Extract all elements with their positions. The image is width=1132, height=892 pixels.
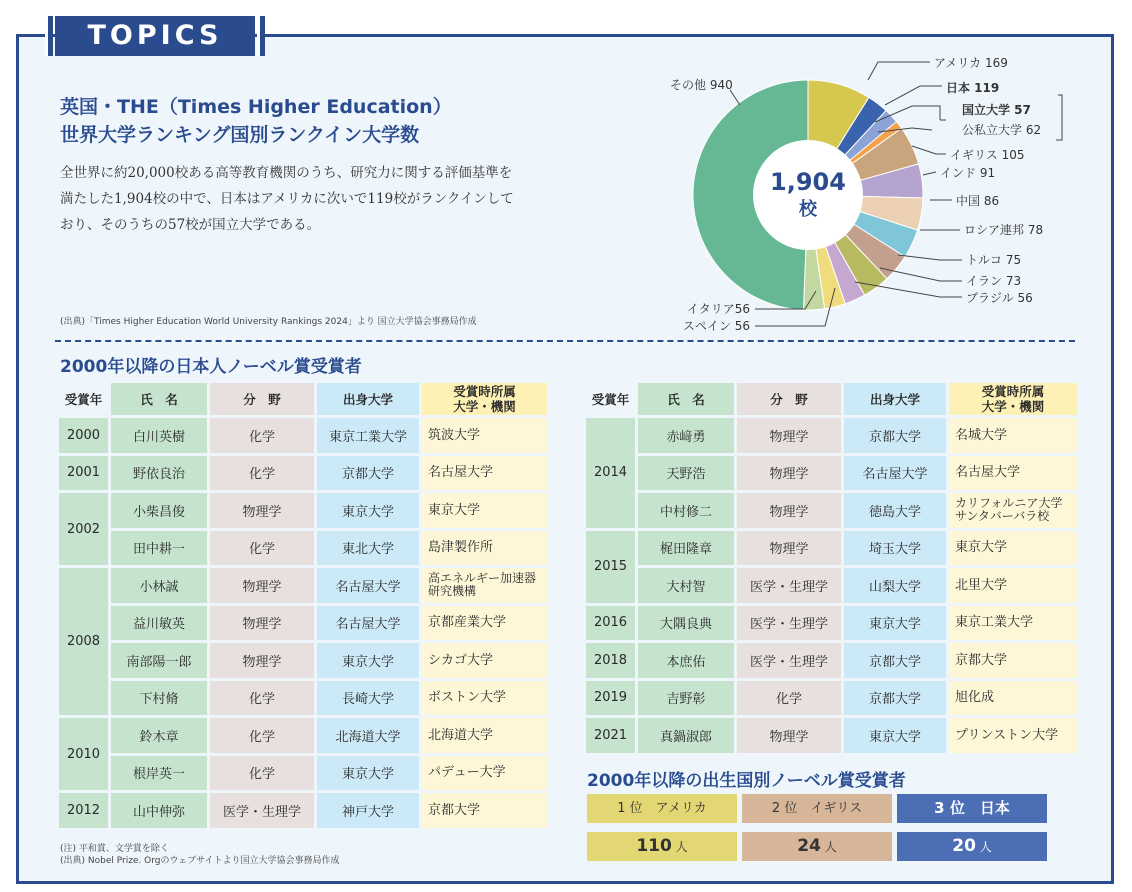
cell-affiliation: 北海道大学 <box>422 718 547 753</box>
cell-field: 物理学 <box>210 493 314 528</box>
label-uk: イギリス 105 <box>950 148 1025 162</box>
section-divider <box>55 340 1075 342</box>
cell-field: 物理学 <box>737 493 841 528</box>
label-spain: スペイン 56 <box>682 319 750 333</box>
ranking-title-line2: 世界大学ランキング国別ランクイン大学数 <box>60 124 420 146</box>
count-value: 20 <box>952 836 976 856</box>
note-exclusion: (注) 平和賞、文学賞を除く <box>60 844 169 854</box>
table-row <box>59 718 547 753</box>
cell-name: 益川敏英 <box>111 606 207 641</box>
label-national: 国立大学 57 <box>962 103 1031 117</box>
cell-name: 赤﨑勇 <box>638 418 734 453</box>
label-turkey: トルコ 75 <box>966 253 1022 267</box>
cell-field: 物理学 <box>210 568 314 603</box>
table-row <box>59 418 547 453</box>
cell-year: 2015 <box>586 531 635 603</box>
cell-university: 埼玉大学 <box>844 531 946 566</box>
label-public-private: 公私立大学 62 <box>962 123 1042 137</box>
label-other: その他 940 <box>670 78 733 92</box>
table-row <box>586 681 1077 716</box>
count-unit: 人 <box>975 840 992 854</box>
ranking-source: (出典)「Times Higher Education World University Rankings 2024」より 国立大学協会事務局作成 <box>60 317 477 327</box>
cell-field: 物理学 <box>737 718 841 753</box>
cell-university: 山梨大学 <box>844 568 946 603</box>
cell-year: 2016 <box>586 606 635 641</box>
label-japan: 日本 119 <box>946 81 1000 95</box>
header-affiliation: 受賞時所属 大学・機関 <box>422 383 547 415</box>
cell-name: 田中耕一 <box>111 531 207 566</box>
cell-year: 2014 <box>586 418 635 528</box>
cell-name: 吉野彰 <box>638 681 734 716</box>
cell-affiliation: 東京大学 <box>949 531 1077 566</box>
count-value: 110 <box>636 836 672 856</box>
cell-name: 白川英樹 <box>111 418 207 453</box>
cell-year: 2008 <box>59 568 108 715</box>
cell-field: 物理学 <box>737 418 841 453</box>
header-year: 受賞年 <box>586 383 635 415</box>
label-india: インド 91 <box>940 166 996 180</box>
cell-affiliation: プリンストン大学 <box>949 718 1077 753</box>
ranking-description: 全世界に約20,000校ある高等教育機関のうち、研究力に関する評価基準を満たした1,904校の中で、日本はアメリカに次いで119校がランクインしており、そのうちの57校が国立大学である。 <box>60 165 514 233</box>
cell-name: 真鍋淑郎 <box>638 718 734 753</box>
cell-year: 2019 <box>586 681 635 716</box>
country-rank-1: 1 位 アメリカ <box>587 794 737 823</box>
cell-affiliation: 北里大学 <box>949 568 1077 603</box>
nobel-table-right <box>583 380 1080 756</box>
table-row <box>586 568 1077 603</box>
label-china: 中国 86 <box>956 194 1000 208</box>
cell-field: 化学 <box>210 531 314 566</box>
cell-field: 物理学 <box>737 456 841 491</box>
country-rank-3: 3 位 日本 <box>897 794 1047 823</box>
cell-name: 野依良治 <box>111 456 207 491</box>
cell-affiliation: 東京大学 <box>422 493 547 528</box>
country-pie-chart <box>640 50 1090 340</box>
cell-field: 物理学 <box>210 643 314 678</box>
cell-university: 東京大学 <box>317 643 419 678</box>
cell-affiliation: 筑波大学 <box>422 418 547 453</box>
cell-field: 物理学 <box>210 606 314 641</box>
label-brazil: ブラジル 56 <box>966 291 1033 305</box>
cell-field: 化学 <box>210 681 314 716</box>
cell-affiliation: カリフォルニア大学サンタバーバラ校 <box>949 493 1077 528</box>
table-row <box>586 493 1077 528</box>
cell-field: 医学・生理学 <box>210 793 314 828</box>
cell-university: 北海道大学 <box>317 718 419 753</box>
header-name: 氏 名 <box>638 383 734 415</box>
cell-affiliation: 旭化成 <box>949 681 1077 716</box>
table-row <box>59 606 547 641</box>
table-row <box>586 643 1077 678</box>
cell-field: 医学・生理学 <box>737 568 841 603</box>
cell-name: 小林誠 <box>111 568 207 603</box>
cell-year: 2012 <box>59 793 108 828</box>
cell-university: 名古屋大学 <box>317 568 419 603</box>
cell-year: 2002 <box>59 493 108 565</box>
note-source: (出典) Nobel Prize. Orgのウェブサイトより国立大学協会事務局作成 <box>60 856 340 866</box>
cell-university: 京都大学 <box>844 643 946 678</box>
country-section-title: 2000年以降の出生国別ノーベル賞受賞者 <box>587 771 906 791</box>
cell-name: 天野浩 <box>638 456 734 491</box>
country-count-3 <box>897 832 1047 861</box>
header-year: 受賞年 <box>59 383 108 415</box>
cell-affiliation: 名古屋大学 <box>422 456 547 491</box>
country-rank-2: 2 位 イギリス <box>742 794 892 823</box>
header-name: 氏 名 <box>111 383 207 415</box>
cell-university: 東京工業大学 <box>317 418 419 453</box>
cell-year: 2021 <box>586 718 635 753</box>
label-america: アメリカ 169 <box>934 56 1008 70</box>
cell-field: 医学・生理学 <box>737 606 841 641</box>
cell-university: 東北大学 <box>317 531 419 566</box>
cell-name: 大村智 <box>638 568 734 603</box>
pie-center-value: 1,904 <box>770 168 846 196</box>
cell-university: 京都大学 <box>844 681 946 716</box>
table-row <box>59 681 547 716</box>
country-count-2 <box>742 832 892 861</box>
table-row <box>59 568 547 603</box>
cell-university: 名古屋大学 <box>844 456 946 491</box>
cell-name: 中村修二 <box>638 493 734 528</box>
cell-university: 京都大学 <box>317 456 419 491</box>
header-field: 分 野 <box>737 383 841 415</box>
cell-field: 物理学 <box>737 531 841 566</box>
nobel-table-left <box>56 380 550 831</box>
cell-year: 2010 <box>59 718 108 790</box>
table-row <box>586 456 1077 491</box>
cell-university: 徳島大学 <box>844 493 946 528</box>
cell-affiliation: ボストン大学 <box>422 681 547 716</box>
cell-university: 東京大学 <box>844 606 946 641</box>
cell-university: 東京大学 <box>844 718 946 753</box>
cell-name: 大隅良典 <box>638 606 734 641</box>
header-university: 出身大学 <box>317 383 419 415</box>
cell-affiliation: 京都大学 <box>949 643 1077 678</box>
cell-name: 南部陽一郎 <box>111 643 207 678</box>
cell-year: 2001 <box>59 456 108 491</box>
cell-name: 小柴昌俊 <box>111 493 207 528</box>
cell-affiliation: パデュー大学 <box>422 756 547 791</box>
cell-affiliation: シカゴ大学 <box>422 643 547 678</box>
count-unit: 人 <box>820 840 837 854</box>
table-row <box>59 493 547 528</box>
cell-affiliation: 島津製作所 <box>422 531 547 566</box>
cell-name: 根岸英一 <box>111 756 207 791</box>
notes <box>60 843 340 867</box>
cell-affiliation: 名古屋大学 <box>949 456 1077 491</box>
table-row <box>59 643 547 678</box>
label-russia: ロシア連邦 78 <box>964 223 1044 237</box>
table-row <box>59 756 547 791</box>
table-row <box>586 606 1077 641</box>
pie-center-unit: 校 <box>799 199 817 220</box>
header-field: 分 野 <box>210 383 314 415</box>
header-affiliation: 受賞時所属 大学・機関 <box>949 383 1077 415</box>
cell-field: 化学 <box>737 681 841 716</box>
cell-university: 東京大学 <box>317 493 419 528</box>
table-row <box>586 718 1077 753</box>
cell-field: 化学 <box>210 456 314 491</box>
count-unit: 人 <box>671 840 688 854</box>
table-row <box>59 531 547 566</box>
table-row <box>59 793 547 828</box>
cell-university: 東京大学 <box>317 756 419 791</box>
cell-field: 化学 <box>210 418 314 453</box>
cell-year: 2000 <box>59 418 108 453</box>
header-university: 出身大学 <box>844 383 946 415</box>
count-value: 24 <box>797 836 821 856</box>
cell-name: 下村脩 <box>111 681 207 716</box>
nobel-section-title: 2000年以降の日本人ノーベル賞受賞者 <box>60 357 362 377</box>
cell-affiliation: 京都大学 <box>422 793 547 828</box>
cell-university: 神戸大学 <box>317 793 419 828</box>
table-row <box>59 456 547 491</box>
cell-affiliation: 高エネルギー加速器研究機構 <box>422 568 547 603</box>
cell-name: 本庶佑 <box>638 643 734 678</box>
label-iran: イラン 73 <box>966 274 1022 288</box>
cell-affiliation: 京都産業大学 <box>422 606 547 641</box>
cell-name: 鈴木章 <box>111 718 207 753</box>
cell-field: 医学・生理学 <box>737 643 841 678</box>
ranking-title-line1: 英国・THE（Times Higher Education） <box>60 96 452 118</box>
label-italy: イタリア56 <box>686 302 750 316</box>
cell-field: 化学 <box>210 718 314 753</box>
cell-name: 山中伸弥 <box>111 793 207 828</box>
cell-year: 2018 <box>586 643 635 678</box>
cell-field: 化学 <box>210 756 314 791</box>
cell-university: 名古屋大学 <box>317 606 419 641</box>
cell-university: 長崎大学 <box>317 681 419 716</box>
cell-affiliation: 名城大学 <box>949 418 1077 453</box>
country-count-1 <box>587 832 737 861</box>
table-row <box>586 418 1077 453</box>
cell-affiliation: 東京工業大学 <box>949 606 1077 641</box>
cell-name: 梶田隆章 <box>638 531 734 566</box>
cell-university: 京都大学 <box>844 418 946 453</box>
topics-badge: TOPICS <box>55 16 255 56</box>
table-row <box>586 531 1077 566</box>
